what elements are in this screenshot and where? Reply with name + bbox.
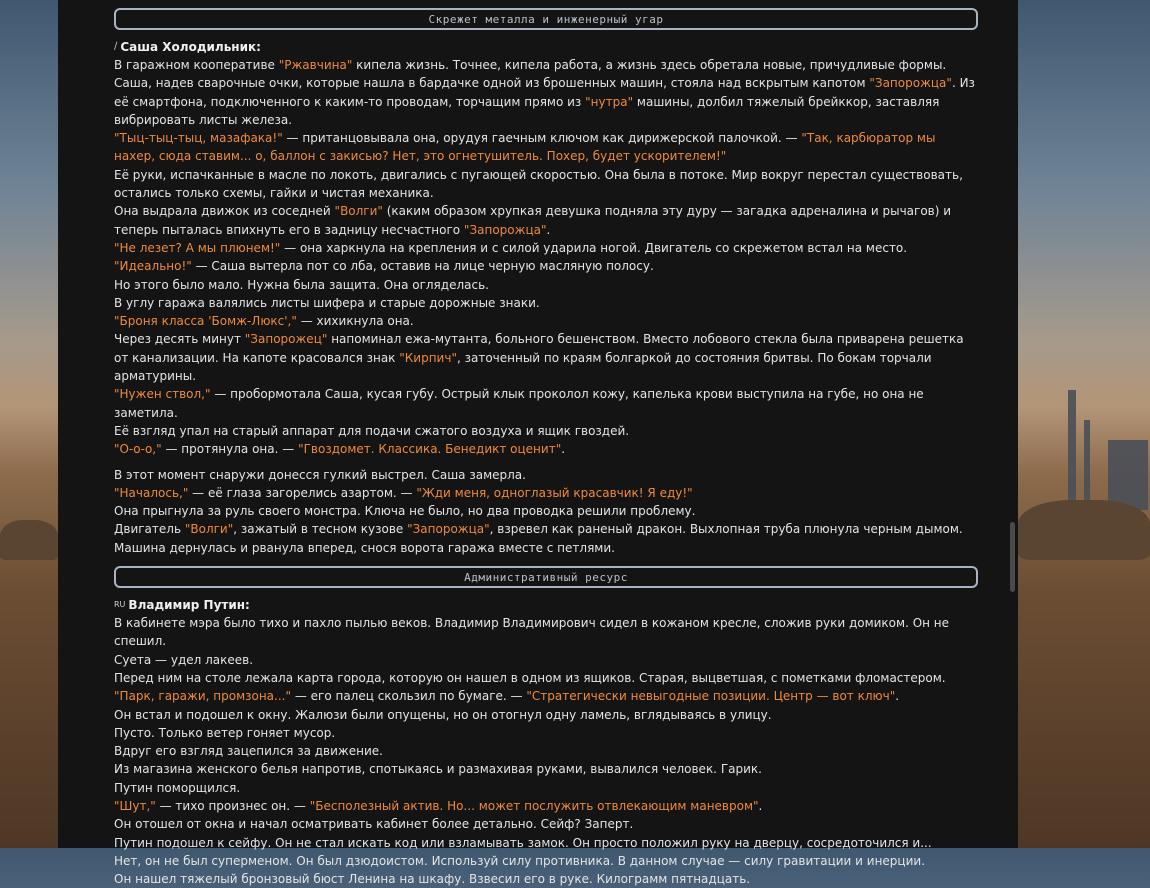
- story-paragraph: [114, 724, 978, 742]
- narration-text: Он отошел от окна и начал осматривать кабинет более детально. Сейф? Заперт.: [114, 817, 634, 832]
- dialogue-quote: "Гвоздомет. Классика. Бенедикт оценит": [298, 442, 562, 457]
- dialogue-quote: "Кирпич": [399, 350, 457, 365]
- background-spire: [1068, 390, 1076, 510]
- dialogue-quote: "Началось,": [114, 485, 189, 500]
- story-paragraph: [114, 422, 978, 440]
- section-spacer: [114, 557, 978, 566]
- narration-text: Перед ним на столе лежала карта города, которую он нашел в одном из ящиков. Старая, выцветшая, с пометками фломастером.: [114, 670, 946, 685]
- story-paragraph: [114, 779, 978, 797]
- russia-flag-icon: RU: [114, 600, 126, 610]
- background-spire: [1084, 420, 1090, 510]
- narration-text: машины, долбил тяжелый брейккор, заставляя вибрировать листы железа.: [114, 94, 940, 127]
- story-paragraph: [114, 669, 978, 687]
- narration-text: Её взгляд упал на старый аппарат для подачи сжатого воздуха и ящик гвоздей.: [114, 423, 630, 438]
- story-paragraph: [114, 239, 978, 257]
- dialogue-quote: "Не лезет? А мы плюнем!": [114, 240, 281, 255]
- narration-text: .: [561, 442, 566, 457]
- story-paragraph: [114, 202, 978, 239]
- dialogue-quote: "Шут,": [114, 798, 156, 813]
- scrollbar-thumb[interactable]: [1010, 522, 1015, 592]
- dialogue-quote: "Стратегически невыгодные позиции. Центр — вот ключ": [526, 689, 896, 704]
- story-paragraph: [114, 520, 978, 557]
- dialogue-quote: "Запорожца": [407, 522, 490, 537]
- narration-text: , зажатый в тесном кузове: [233, 522, 408, 537]
- narration-text: напоминал ежа-мутанта, больного бешенством. Вместо лобового стекла была приварена решетка от канализации. На капоте красовался знак: [114, 332, 964, 365]
- narration-text: — пробормотала Саша, кусая губу. Острый клык проколол кожу, капелька крови выступила на губе, но она не заметила.: [114, 387, 924, 420]
- dialogue-quote: "нутра": [585, 94, 634, 109]
- narration-text: Она выдрала движок из соседней: [114, 204, 335, 219]
- story-paragraph: [114, 742, 978, 760]
- narration-text: — протянула она. —: [161, 442, 299, 457]
- narration-text: Он нашел тяжелый бронзовый бюст Ленина на шкафу. Взвесил его в руке. Килограмм пятнадцать.: [114, 872, 751, 887]
- narration-text: — тихо произнес он. —: [155, 798, 310, 813]
- narration-text: В углу гаража валялись листы шифера и старые дорожные знаки.: [114, 295, 540, 310]
- narration-text: В этот момент снаружи донесся гулкий выстрел. Саша замерла.: [114, 467, 526, 482]
- narration-text: , заточенный по краям болгаркой до состояния бритвы. По бокам торчали арматурины.: [114, 350, 932, 384]
- wrench-icon: ∕: [114, 41, 118, 52]
- narration-text: — его палец скользил по бумаге. —: [291, 689, 527, 704]
- story-paragraph: [114, 129, 978, 166]
- dialogue-quote: "Нужен ствол,": [114, 387, 211, 402]
- narration-text: Он встал и подошел к окну. Жалюзи были опущены, но он отогнул одну ламель, вглядываясь в улицу.: [114, 707, 772, 722]
- story-paragraph: [114, 870, 978, 888]
- story-paragraph: [114, 166, 978, 203]
- narration-text: .: [895, 689, 900, 704]
- dialogue-quote: "Волги": [334, 204, 383, 219]
- narration-text: Вдруг его взгляд зацепился за движение.: [114, 744, 383, 759]
- story-paragraph: [114, 687, 978, 705]
- story-paragraph: [114, 312, 978, 330]
- dialogue-quote: "Броня класса 'Бомж-Люкс',": [114, 314, 297, 329]
- scrollbar[interactable]: [1008, 0, 1016, 848]
- story-paragraph: [114, 484, 978, 502]
- narration-text: Суета — удел лакеев.: [114, 652, 254, 667]
- story-paragraph: [114, 651, 978, 669]
- paragraph-gap: [114, 459, 978, 466]
- narration-text: — её глаза загорелись азартом. —: [188, 485, 417, 500]
- narration-text: . Из её смартфона, подключенного к каким-то проводам, торчащим прямо из: [114, 76, 975, 109]
- story-paragraph: [114, 815, 978, 833]
- narration-text: (каким образом хрупкая девушка подняла эту дуру — загадка адреналина и рычагов) и теперь пыталась впихнуть его в задницу несчастного: [114, 204, 952, 237]
- story-paragraph: [114, 294, 978, 312]
- speaker-name: [114, 38, 978, 56]
- dialogue-quote: "Запорожец": [244, 332, 328, 347]
- narration-text: Путин подошел к сейфу. Он не стал искать код или взламывать замок. Он просто положил руку на дверцу, сосредоточился и...: [114, 835, 932, 850]
- story-paragraph: [114, 385, 978, 422]
- dialogue-quote: "Ржавчина": [278, 58, 353, 72]
- narration-text: В кабинете мэра было тихо и пахло пылью веков. Владимир Владимирович сидел в кожаном кресле, сложив руки домиком. Он не спешил.: [114, 616, 950, 649]
- story-paragraph: [114, 706, 978, 724]
- story-paragraph: [114, 56, 978, 74]
- narration-text: , взревел как раненый дракон. Выхлопная труба плюнула черным дымом. Машина дернулась и рванула вперед, снося ворота гаража вместе с петлями.: [114, 522, 963, 555]
- story-paragraph: [114, 440, 978, 458]
- narration-text: Путин поморщился.: [114, 780, 241, 795]
- section-header: Административный ресурс: [114, 566, 978, 588]
- story-paragraph: [114, 330, 978, 385]
- narration-text: — пританцовывала она, орудуя гаечным ключом как дирижерской палочкой. —: [282, 131, 802, 146]
- dialogue-quote: "Тыц-тыц-тыц, мазафака!": [114, 131, 283, 146]
- story-paragraph: [114, 614, 978, 651]
- story-paragraph: [114, 276, 978, 294]
- dialogue-quote: "Так, карбюратор мы нахер, сюда ставим... о, баллон с закисью? Нет, это огнетушитель. Похер, будет ускорителем!": [114, 131, 936, 164]
- dialogue-quote: "Жди меня, одноглазый красавчик! Я еду!": [416, 485, 693, 500]
- speaker-name: [114, 596, 978, 614]
- story-paragraph: [114, 834, 978, 852]
- narration-text: Из магазина женского белья напротив, спотыкаясь и размахивая руками, вывалился человек. Гарик.: [114, 762, 762, 777]
- chat-panel: [58, 0, 1018, 887]
- narration-text: .: [546, 222, 551, 237]
- background-left: [0, 0, 58, 848]
- dialogue-quote: "Парк, гаражи, промзона...": [114, 689, 291, 704]
- story-paragraph: [114, 797, 978, 815]
- speaker-label: Саша Холодильник:: [120, 40, 261, 54]
- narration-text: Но этого было мало. Нужна была защита. Она огляделась.: [114, 277, 489, 292]
- section-header: Скрежет металла и инженерный угар: [114, 8, 978, 30]
- dialogue-quote: "Волги": [184, 522, 234, 537]
- narration-text: Нет, он не был суперменом. Он был дзюдоистом. Используй силу противника. В данном случае — силу гравитации и инерции.: [114, 853, 926, 868]
- narration-text: .: [758, 798, 763, 813]
- narration-text: Саша, надев сварочные очки, которые нашла в бардачке одной из брошенных машин, стояла над вскрытым капотом: [114, 76, 870, 91]
- background-spire: [1108, 440, 1148, 510]
- narration-text: кипела жизнь. Точнее, кипела работа, а жизнь здесь обретала новые, причудливые формы.: [352, 58, 947, 72]
- background-rock: [1018, 500, 1150, 560]
- story-paragraph: [114, 74, 978, 129]
- narration-text: — хихикнула она.: [296, 314, 414, 329]
- dialogue-quote: "Запорожца": [463, 222, 547, 237]
- narration-text: Пусто. Только ветер гоняет мусор.: [114, 725, 336, 740]
- dialogue-quote: "О-о-о,": [114, 442, 162, 457]
- narration-text: Через десять минут: [114, 332, 245, 347]
- speaker-label: Владимир Путин:: [128, 598, 250, 613]
- narration-text: — Саша вытерла пот со лба, оставив на лице черную масляную полосу.: [191, 259, 654, 274]
- narration-text: — она харкнула на крепления и с силой ударила ногой. Двигатель со скрежетом встал на место.: [280, 240, 908, 255]
- background-rock: [0, 520, 58, 560]
- background-right: [1018, 0, 1150, 848]
- story-paragraph: [114, 257, 978, 275]
- narration-text: Она прыгнула за руль своего монстра. Ключа не было, но два проводка решили проблему.: [114, 504, 696, 519]
- dialogue-quote: "Бесполезный актив. Но... может послужить отвлекающим маневром": [309, 798, 759, 813]
- narration-text: Её руки, испачканные в масле по локоть, двигались с пугающей скоростью. Она была в потоке. Мир вокруг перестал существовать, остались только схемы, гайки и чистая механика.: [114, 167, 963, 201]
- dialogue-quote: "Идеально!": [114, 259, 192, 274]
- story-paragraph: [114, 760, 978, 778]
- narration-text: В гаражном кооперативе: [114, 58, 279, 72]
- story-content: [114, 8, 978, 888]
- narration-text: Двигатель: [114, 522, 185, 537]
- story-paragraph: [114, 852, 978, 870]
- story-paragraph: [114, 466, 978, 484]
- story-paragraph: [114, 502, 978, 520]
- dialogue-quote: "Запорожца": [869, 76, 952, 91]
